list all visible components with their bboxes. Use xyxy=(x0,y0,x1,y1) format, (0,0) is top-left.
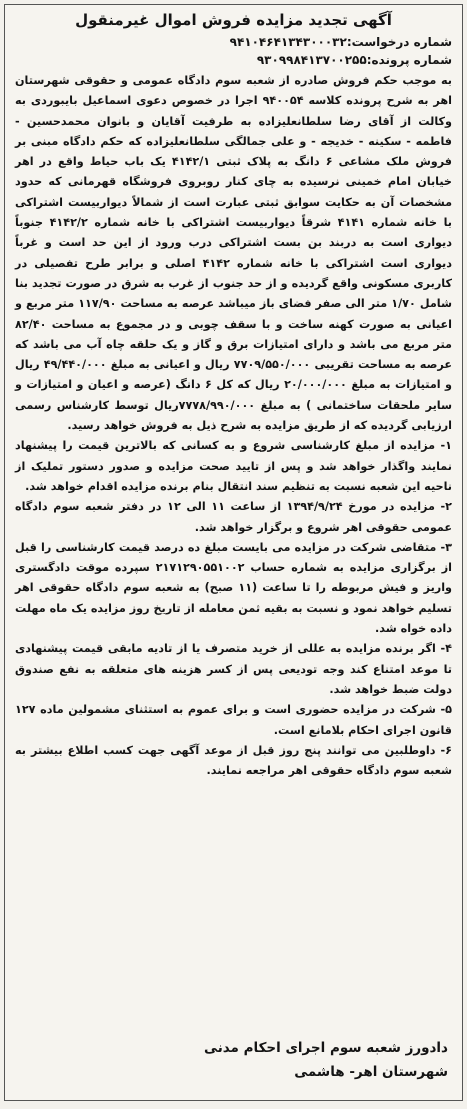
condition-item: ۳- متقاضی شرکت در مزایده می بایست مبلغ ده درصد قیمت کارشناسی را قبل از برگزاری مزایده به شماره حساب ۲۱۷۱۲۹۰۵۵۱۰۰۲ سپرده موقت دادگستری واریز و فیش مربوطه را تا ساعت (۱۱ صبح) به شعبه سوم دادگاه حقوقی اهر تسلیم خواهد نمود و نسبت به بقیه ثمن معامله از تاریخ روز مزایده یک ماه مهلت داده خواه شد. xyxy=(15,540,452,636)
case-number-line xyxy=(15,51,452,69)
case-number-label: شماره پرونده: xyxy=(366,53,452,67)
condition-item: ۱- مزایده از مبلغ کارشناسی شروع و به کسانی که بالاترین قیمت را پیشنهاد نمایند واگذار خواهد شد و پس از تایید صحت مزایده و صدور دستور تملیک از ناحیه این شعبه نسبت به تنظیم سند انتقال بنام برنده مزایده اقدام خواهد شد. xyxy=(15,439,452,493)
condition-item: ۴- اگر برنده مزایده به عللی از خرید متصرف یا از تادیه مابقی قیمت پیشنهادی تا موعد امتناع کند وجه تودیعی پس از کسر هزینه های متعلقه به نفع صندوق دولت ضبط خواهد شد. xyxy=(15,642,452,696)
signature-line-name: شهرستان اهر- هاشمی xyxy=(294,1064,448,1080)
notice-body: به موجب حکم فروش صادره از شعبه سوم دادگاه عمومی و حقوقی شهرستان اهر به شرح پرونده کلاسه ۹۴۰۰۵۴ اجرا در خصوص دعوی اسماعیل بایبوردی به وکالت از آقای رضا سلطانعلیزاده به طرفیت آقایان و بانوان محمدحسین - فاطمه - سکینه - خدیجه - و علی جمالگی سلطانعلیزاده که حکم دادگاه مبنی بر فروش ملک مشاعی ۶ دانگ به پلاک ثبتی ۴۱۴۲/۱ یک باب حیاط واقع در اهر خیابان امام خمینی نرسیده به چای کنار روبروی فروشگاه قهرمانی که حدود مشخصات آن به حکایت سوابق ثبتی عبارت است از شمالاً دیواربیست اشتراکی با خانه شماره ۴۱۴۱ شرقاً دیواربیست اشتراکی با خانه شماره ۴۱۴۲/۲ جنوباً دیواری است به دربند بن بست اشتراکی درب ورود از این حد است و غرباً دیواری است اشتراکی با خانه شماره ۴۱۴۲ اصلی و برابر طرح تفصیلی در کاربری مسکونی واقع گردیده و از حد جنوب از غرب به شرق در صورت تجدید بنا شامل ۱/۷۰ متر الی صفر فضای باز میباشد عرصه به مساحت ۱۱۷/۹۰ متر مربع و اعیانی به صورت کهنه ساخت و با سقف چوبی و در مجموع به مساحت ۸۲/۴۰ متر مربع می باشد و دارای امتیازات برق و گاز و یک حلقه چاه آب می باشد که عرصه به مساحت تقریبی ۷۷۰۹/۵۵۰/۰۰۰ ریال و اعیانی به مبلغ ۴۹/۴۴۰/۰۰۰ ریال و امتیازات به مبلغ ۲۰/۰۰۰/۰۰۰ ریال که کل ۶ دانگ (عرصه و اعیان و امتیازات و سایر ملحقات ساختمانی ) به مبلغ ۷۷۷۸/۹۹۰/۰۰۰ریال توسط کارشناس رسمی ارزیابی گردیده که از طریق مزایده به شرح ذیل به فروش خواهد رسید. xyxy=(15,74,453,433)
condition-item: ۶- داوطلبین می توانند پنج روز قبل از موعد آگهی جهت کسب اطلاع بیشتر به شعبه سوم دادگاه حقوقی اهر مراجعه نمایند. xyxy=(15,743,452,778)
auction-notice xyxy=(4,4,463,1101)
signature-line-title: دادورز شعبه سوم اجرای احکام مدنی xyxy=(204,1040,448,1056)
case-number-value: ۹۳۰۹۹۸۴۱۳۷۰۰۲۵۵ xyxy=(256,53,367,67)
request-number-label: شماره درخواست: xyxy=(346,35,452,49)
condition-item: ۵- شرکت در مزایده حضوری است و برای عموم به استثنای مشمولین ماده ۱۲۷ قانون اجرای احکام بلامانع است. xyxy=(15,703,452,737)
request-number-line xyxy=(15,33,452,51)
signature-block xyxy=(204,1036,448,1084)
request-number-value: ۹۴۱۰۴۶۴۱۳۴۳۰۰۰۳۲ xyxy=(229,35,347,49)
condition-item: ۲- مزایده در مورخ ۱۳۹۴/۹/۲۴ از ساعت ۱۱ الی ۱۲ در دفتر شعبه سوم دادگاه عمومی حقوقی اهر شروع و برگزار خواهد شد. xyxy=(15,500,452,534)
notice-title: آگهی تجدید مزایده فروش اموال غیرمنقول xyxy=(75,11,392,29)
